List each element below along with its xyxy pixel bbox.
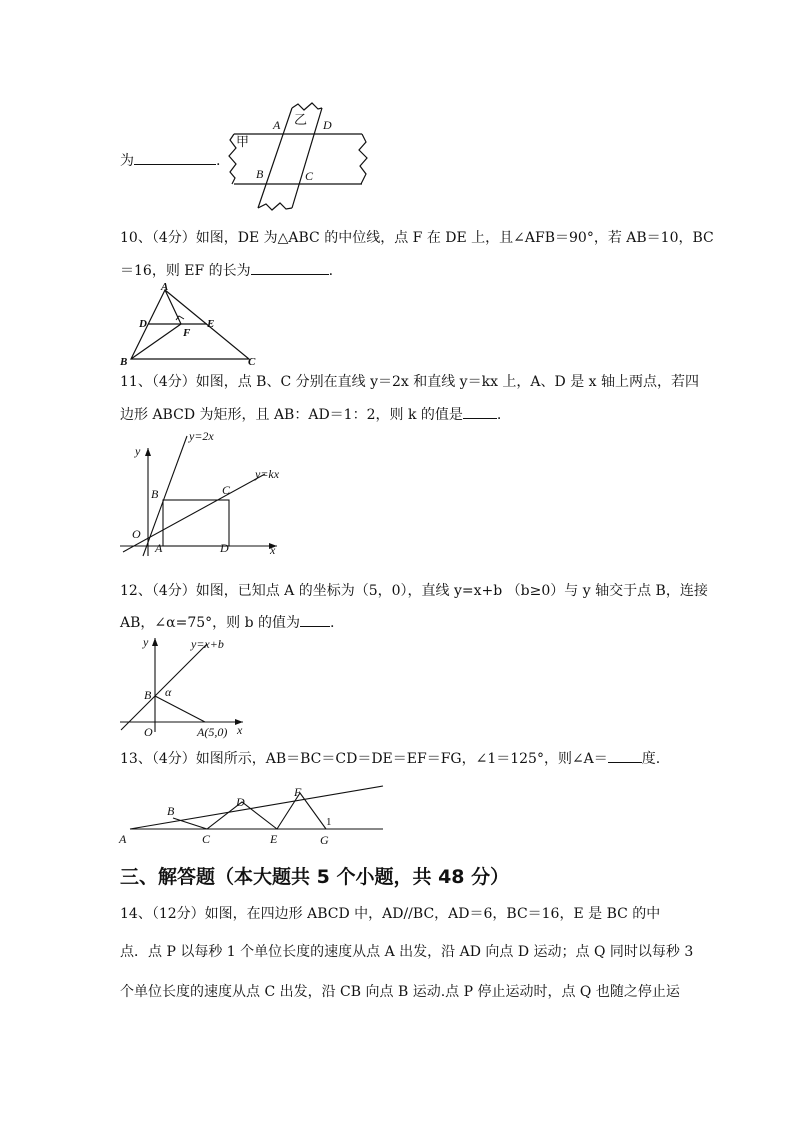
q11-label-B: B	[151, 487, 159, 501]
q9-figure	[226, 100, 376, 215]
q13-label-angle-1: 1	[326, 816, 332, 828]
q12-label-line: y=x+b	[191, 637, 224, 651]
q11-label-x: x	[270, 543, 276, 557]
q13-label-B: B	[167, 804, 175, 818]
q11-rectangle-abcd	[163, 500, 229, 546]
q11-line-ykx	[123, 474, 265, 552]
q14-line1: 14、（12分）如图，在四边形 ABCD 中，AD//BC，AD＝6，BC＝16，E 是 BC 的中	[120, 906, 661, 922]
q11-line1: 11、（4分）如图，点 B、C 分别在直线 y＝2x 和直线 y＝kx 上，A、D 是 x 轴上两点，若四	[120, 374, 700, 390]
q9-slant-bottom-edge	[258, 203, 292, 210]
q12-line-yxb	[121, 644, 207, 730]
q13-label-G: G	[320, 833, 329, 847]
q10-label-A: A	[161, 282, 169, 293]
q10-line1: 10、（4分）如图，DE 为△ABC 的中位线，点 F 在 DE 上，且∠AFB＝90°，若 AB＝10，BC	[120, 230, 714, 246]
q9-label-D: D	[323, 118, 332, 132]
q10-label-D: D	[139, 318, 147, 330]
q11-line2-prefix: 边形 ABCD 为矩形，且 AB：AD＝1：2，则 k 的值是	[120, 407, 463, 423]
q9-answer-line	[120, 150, 220, 171]
q12-label-A: A(5,0)	[197, 725, 228, 739]
q10-segment-af	[165, 290, 181, 324]
q10-label-F: F	[183, 327, 191, 339]
q11-blank	[463, 404, 497, 419]
q12-label-x: x	[237, 723, 243, 737]
q9-label-yi: 乙	[294, 112, 308, 127]
q11-label-C: C	[222, 483, 231, 497]
q14-line2: 点．点 P 以每秒 1 个单位长度的速度从点 A 出发，沿 AD 向点 D 运动；点 Q 同时以每秒 3	[120, 944, 694, 960]
q11-label-A: A	[155, 541, 163, 555]
q12-segment-ab	[155, 696, 205, 722]
q10-label-B: B	[120, 356, 128, 367]
q13-label-E: E	[270, 832, 278, 846]
q10-figure	[115, 282, 265, 367]
q11-figure	[115, 428, 290, 560]
q13-label-C: C	[202, 832, 211, 846]
q12-y-axis-arrow	[152, 638, 158, 646]
q11-label-y2x: y=2x	[189, 429, 214, 443]
q12-line1: 12、（4分）如图，已知点 A 的坐标为（5，0），直线 y=x+b （b≥0）与 y 轴交于点 B，连接	[120, 583, 708, 599]
q13-blank	[608, 748, 642, 763]
q9-slant-top-edge	[292, 103, 322, 110]
q12-line2-prefix: AB，∠α=75°，则 b 的值为	[120, 615, 300, 631]
q9-prefix: 为	[120, 153, 134, 169]
section-heading: 三、解答题（本大题共 5 个小题，共 48 分）	[120, 866, 510, 888]
q9-strip-right-edge	[359, 134, 367, 184]
q12-label-B: B	[144, 688, 152, 702]
q14-line3: 个单位长度的速度从点 C 出发，沿 CB 向点 B 运动.点 P 停止运动时，点 Q 也随之停止运	[120, 984, 680, 1000]
q13-text-suffix: 度.	[641, 751, 661, 767]
q11-line2-suffix: .	[496, 407, 502, 423]
q11-line2	[120, 404, 501, 425]
q10-blank	[251, 260, 329, 275]
q13-figure	[115, 778, 390, 850]
q9-label-C: C	[305, 169, 314, 183]
q9-label-jia: 甲	[236, 134, 250, 149]
q13-text-prefix: 13、（4分）如图所示，AB＝BC＝CD＝DE＝EF＝FG，∠1＝125°，则∠A＝	[120, 751, 608, 767]
q12-figure	[115, 632, 255, 742]
q13-label-D: D	[236, 795, 245, 809]
q10-line2-prefix: ＝16，则 EF 的长为	[120, 263, 251, 279]
q11-label-ykx: y=kx	[255, 467, 280, 481]
q9-suffix: .	[216, 153, 221, 169]
q11-label-y: y	[135, 444, 141, 458]
q13-line	[120, 748, 660, 769]
q9-strip-left-edge	[229, 134, 236, 184]
q11-label-D: D	[220, 541, 229, 555]
q10-label-C: C	[248, 356, 256, 367]
q9-label-B: B	[256, 167, 264, 181]
q11-y-axis-arrow	[145, 448, 151, 456]
q9-label-A: A	[273, 118, 281, 132]
q12-label-O: O	[144, 725, 153, 739]
q9-blank	[134, 150, 216, 165]
q12-label-y: y	[143, 635, 149, 649]
q11-label-O: O	[132, 527, 141, 541]
q12-label-alpha: α	[165, 685, 172, 699]
q13-zigzag	[173, 793, 326, 829]
q12-blank	[300, 612, 330, 627]
q13-label-A: A	[119, 832, 127, 846]
q13-label-F: F	[294, 785, 302, 799]
q10-label-E: E	[207, 318, 215, 330]
q10-line2	[120, 260, 333, 281]
q12-line2-suffix: .	[330, 615, 335, 631]
q12-line2	[120, 612, 334, 633]
q10-line2-suffix: .	[328, 263, 334, 279]
